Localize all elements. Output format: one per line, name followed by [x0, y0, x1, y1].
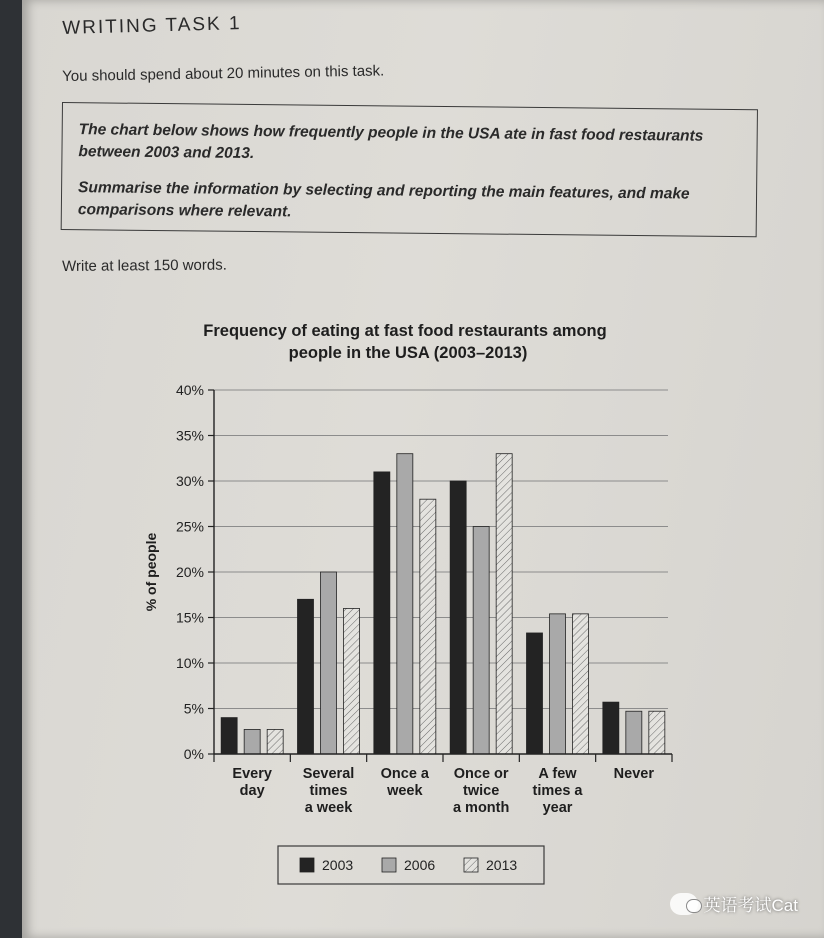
bar-2006-0	[244, 729, 260, 754]
prompt-instruction: Summarise the information by selecting and reporting the main features, and make comparisons where relevant.	[77, 179, 690, 221]
legend-label-2006: 2006	[404, 857, 436, 873]
x-category-label: times a	[532, 783, 583, 799]
x-category-label: week	[387, 783, 423, 799]
watermark	[670, 891, 798, 916]
watermark-text: 英语考试Cat	[703, 896, 798, 915]
y-tick-label: 30%	[175, 473, 204, 489]
y-tick-label: 10%	[175, 655, 204, 671]
x-category-label: Never	[613, 766, 654, 782]
y-tick-label: 20%	[175, 564, 204, 580]
bar-2003-3	[450, 481, 466, 754]
y-tick-label: 40%	[175, 382, 204, 398]
x-category-label: year	[542, 800, 573, 816]
legend-label-2013: 2013	[486, 857, 518, 873]
bar-2013-3	[496, 454, 512, 754]
bar-2006-5	[626, 711, 642, 754]
chart-title-line-2: people in the USA (2003–2013)	[288, 344, 528, 362]
bar-2006-3	[473, 527, 489, 755]
bar-2006-2	[397, 454, 413, 754]
x-category-label: times	[309, 783, 348, 799]
x-category-label: Several	[302, 766, 355, 782]
legend-swatch-2003	[300, 858, 314, 872]
bar-2006-1	[321, 572, 337, 754]
x-category-label: Once or	[453, 766, 509, 782]
bar-2003-1	[298, 599, 314, 754]
task-title: WRITING TASK 1	[62, 12, 242, 39]
bar-2013-4	[573, 614, 589, 754]
x-category-label: day	[239, 783, 265, 799]
bar-2003-0	[221, 718, 237, 754]
y-tick-label: 15%	[175, 609, 204, 626]
bar-2013-0	[267, 729, 283, 754]
legend-swatch-2013	[464, 858, 478, 872]
bar-2003-2	[374, 472, 390, 754]
instruction-text: You should spend about 20 minutes on this task.	[62, 62, 385, 85]
chart-axes	[208, 390, 672, 762]
bar-2013-1	[344, 608, 360, 754]
y-tick-label: 0%	[183, 746, 204, 762]
word-count-requirement: Write at least 150 words.	[62, 256, 227, 275]
bar-2013-5	[649, 711, 665, 754]
bar-2003-4	[527, 633, 543, 754]
x-category-label: twice	[463, 783, 500, 799]
y-tick-label: 35%	[175, 427, 204, 444]
x-category-label: a month	[452, 800, 510, 816]
chart-gridlines	[214, 390, 668, 709]
x-category-label: Once a	[380, 766, 430, 782]
x-category-label: a week	[304, 800, 353, 816]
y-tick-label: 25%	[175, 518, 204, 535]
wechat-icon	[670, 893, 698, 915]
bar-2006-4	[550, 614, 566, 754]
bar-2013-2	[420, 499, 436, 754]
chart-title-line-1: Frequency of eating at fast food restaurants among	[203, 322, 607, 340]
bar-2003-5	[603, 702, 619, 754]
x-category-label: A few	[538, 766, 577, 782]
prompt-description: The chart below shows how frequently people in the USA ate in fast food restaurants between 2003 and 2013.	[78, 121, 704, 163]
legend-label-2003: 2003	[322, 857, 354, 873]
legend-swatch-2006	[382, 858, 396, 872]
y-axis-label: % of people	[143, 532, 159, 612]
y-tick-label: 5%	[183, 700, 204, 717]
x-category-label: Every	[232, 766, 272, 782]
chart-legend	[278, 846, 544, 884]
